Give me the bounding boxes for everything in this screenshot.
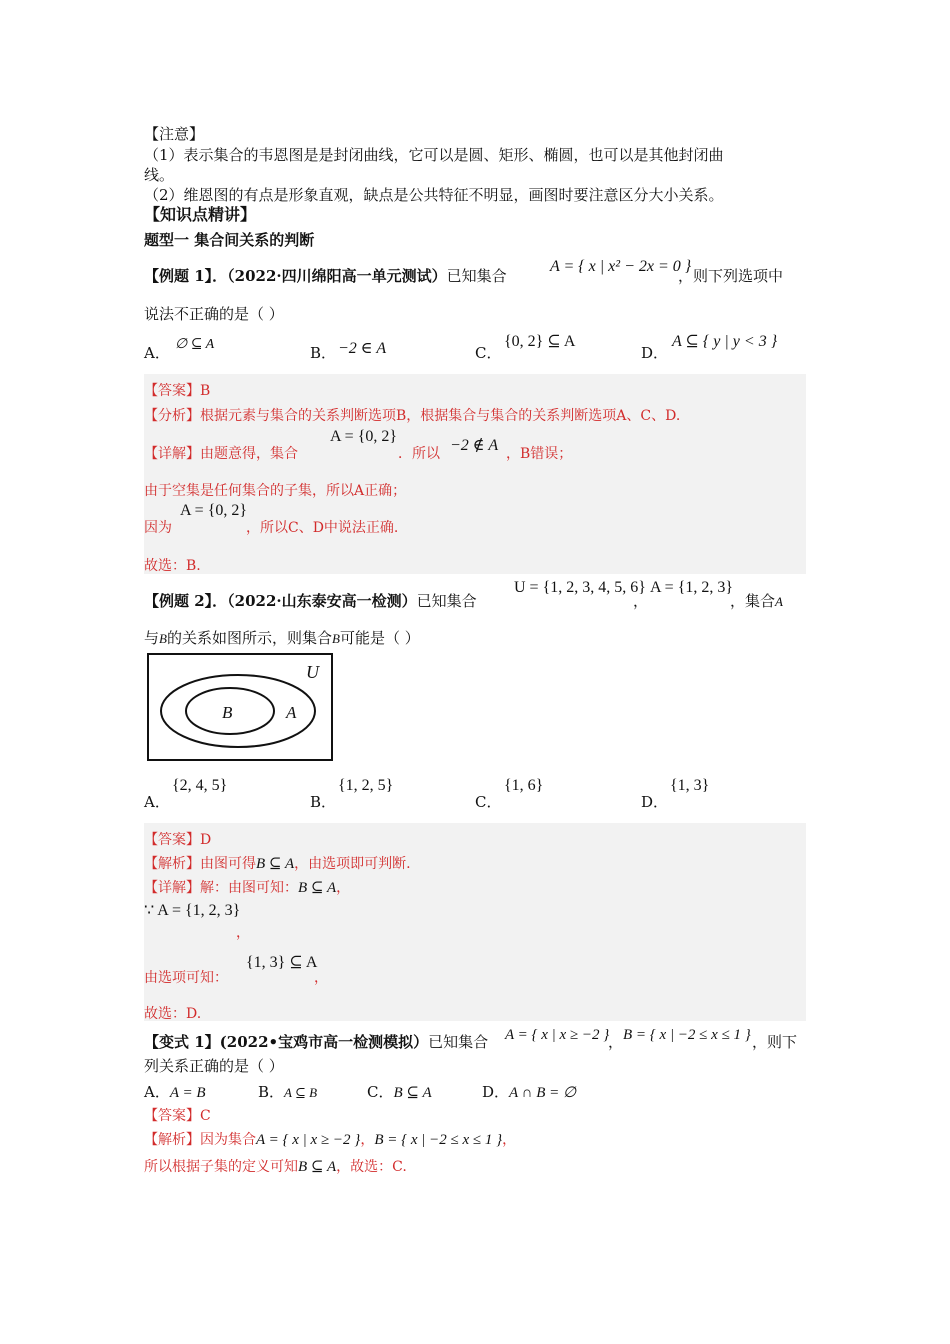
example-2-option-c-expr: {1, 6} xyxy=(504,777,544,794)
example-2-option-d[interactable] xyxy=(641,791,668,812)
example-1-option-c[interactable] xyxy=(475,342,501,363)
variant-1-option-a[interactable] xyxy=(144,1081,206,1102)
analysis-expr: B ⊆ A xyxy=(256,856,295,872)
example-2-option-tail: ， xyxy=(314,970,328,986)
example-1-because-tail: ，所以C、D中说法正确. xyxy=(246,520,399,536)
option-expr: A ∩ B = ∅ xyxy=(509,1085,577,1101)
example-1-set: A = { x | x² − 2x = 0 } xyxy=(550,258,692,275)
analysis-set-b: B = { x | −2 ≤ x ≤ 1 } xyxy=(374,1132,503,1148)
variant-1-set-b: B = { x | −2 ≤ x ≤ 1 } xyxy=(623,1027,751,1043)
option-letter: A． xyxy=(144,1083,170,1101)
example-1-option-b[interactable] xyxy=(310,342,336,363)
example-1-because-set: A = {0, 2} xyxy=(180,502,248,519)
example-1-analysis: 【分析】根据元素与集合的关系判断选项B，根据集合与集合的关系判断选项A、C、D. xyxy=(144,408,681,424)
example-1-option-d[interactable] xyxy=(641,342,668,363)
example-2-comma: ， xyxy=(633,592,649,610)
option-letter: D． xyxy=(641,344,669,362)
example-1-lead: 已知集合 xyxy=(446,267,507,285)
analysis-tail: ， xyxy=(502,1132,517,1148)
example-1-option-d-expr: A ⊆ { y | y < 3 } xyxy=(672,333,778,350)
example-2-line-2 xyxy=(144,628,420,649)
example-1-detail-expr: −2 ∉ A xyxy=(450,437,499,454)
line2-text-a: 与 xyxy=(144,629,160,647)
example-1-conclusion: 故选：B. xyxy=(144,558,201,574)
variant-1-analysis xyxy=(144,1129,516,1149)
example-2-option-b[interactable] xyxy=(310,791,336,812)
detail-expr: B ⊆ A xyxy=(298,880,337,896)
option-letter: D． xyxy=(641,793,669,811)
note-line-1b: 线。 xyxy=(144,166,175,184)
example-2-tail xyxy=(730,591,783,612)
analysis-set-a: A = { x | x ≥ −2 } xyxy=(256,1132,361,1148)
example-1-detail-lead: 【详解】由题意得，集合 xyxy=(144,446,298,462)
detail-tail: ， xyxy=(336,880,351,896)
example-1-answer: 【答案】B xyxy=(144,383,211,399)
variant-1-answer: 【答案】C xyxy=(144,1108,211,1124)
line2-var-b2: B xyxy=(331,631,340,646)
example-1-answer-box xyxy=(144,374,806,574)
option-expr: B ⊆ A xyxy=(393,1085,432,1101)
example-2-option-c[interactable] xyxy=(475,791,501,812)
variant-1-comma: ， xyxy=(608,1033,624,1051)
example-1-tail: ，则下列选项中 xyxy=(678,267,784,285)
option-letter: C． xyxy=(367,1083,394,1101)
example-2-stem xyxy=(144,591,477,611)
example-2-set-u: U = {1, 2, 3, 4, 5, 6} xyxy=(514,579,646,596)
example-1-stem xyxy=(144,266,507,286)
section-heading: 【知识点精讲】 xyxy=(144,205,257,224)
final-tail: ，故选：C. xyxy=(336,1159,407,1175)
example-1-line-2: 说法不正确的是（ ） xyxy=(144,305,284,323)
variant-1-option-c[interactable] xyxy=(367,1081,432,1102)
example-1-detail-tail: ，B错误； xyxy=(506,446,573,462)
example-2-option-d-expr: {1, 3} xyxy=(670,777,710,794)
venn-label-u: U xyxy=(306,662,319,682)
option-letter: C． xyxy=(475,793,502,811)
final-expr: B ⊆ A xyxy=(298,1159,337,1175)
example-2-option-a-expr: {2, 4, 5} xyxy=(172,777,228,794)
example-2-tail-var: A xyxy=(775,594,783,609)
venn-label-a: A xyxy=(286,703,297,722)
example-2-conclusion: 故选：D. xyxy=(144,1006,202,1022)
variant-1-final-line xyxy=(144,1156,407,1176)
example-2-tail-text: ，集合 xyxy=(730,592,776,610)
note-line-1: （1）表示集合的韦恩图是是封闭曲线，它可以是圆、矩形、椭圆，也可以是其他封闭曲 xyxy=(144,146,724,164)
example-2-option-expr: {1, 3} ⊆ A xyxy=(246,954,318,971)
option-letter: B． xyxy=(258,1083,285,1101)
line2-var-b: B xyxy=(159,631,167,646)
example-1-option-a-expr: ∅ ⊆ A xyxy=(175,337,215,352)
variant-1-stem xyxy=(144,1032,488,1052)
option-letter: A． xyxy=(144,344,170,362)
option-letter: B． xyxy=(310,793,337,811)
example-2-option-lead: 由选项可知： xyxy=(144,970,228,986)
example-2-option-a[interactable] xyxy=(144,791,170,812)
option-letter: A． xyxy=(144,793,170,811)
venn-diagram xyxy=(146,652,334,762)
example-2-lead: 已知集合 xyxy=(416,592,477,610)
option-expr: A = B xyxy=(169,1085,206,1101)
note-line-2: （2）维恩图的有点是形象直观，缺点是公共特征不明显，画图时要注意区分大小关系。 xyxy=(144,186,724,204)
example-1-label: 【例题 1】．（2022·四川绵阳高一单元测试） xyxy=(144,267,447,285)
example-2-since-expr: ∵ A = {1, 2, 3} xyxy=(144,902,241,919)
variant-1-tail: ，则下 xyxy=(752,1033,798,1051)
example-2-option-b-expr: {1, 2, 5} xyxy=(338,777,394,794)
variant-1-option-b[interactable] xyxy=(258,1081,317,1102)
example-1-option-a[interactable] xyxy=(144,342,170,363)
example-1-option-b-expr: −2 ∈ A xyxy=(338,340,387,357)
example-2-label: 【例题 2】．（2022·山东泰安高一检测） xyxy=(144,592,417,610)
example-2-since-tail: ， xyxy=(236,925,250,941)
variant-1-line-2: 列关系正确的是（ ） xyxy=(144,1057,284,1075)
detail-lead: 【详解】解：由图可知： xyxy=(144,880,298,896)
example-2-analysis xyxy=(144,853,411,873)
option-letter: C． xyxy=(475,344,502,362)
variant-1-option-d[interactable] xyxy=(482,1081,576,1102)
type-1-heading: 题型一 集合间关系的判断 xyxy=(144,231,315,249)
analysis-comma: ， xyxy=(360,1132,375,1148)
example-1-detail-mid: ．所以 xyxy=(398,446,440,462)
example-1-because-lead: 因为 xyxy=(144,520,172,536)
example-1-detail-set: A = {0, 2} xyxy=(330,428,398,445)
example-2-answer: 【答案】D xyxy=(144,832,212,848)
note-heading: 【注意】 xyxy=(144,125,205,143)
option-letter: D． xyxy=(482,1083,510,1101)
variant-1-set-a: A = { x | x ≥ −2 } xyxy=(505,1027,610,1043)
option-letter: B． xyxy=(310,344,337,362)
example-1-empty-set-line: 由于空集是任何集合的子集，所以A正确； xyxy=(144,483,407,499)
variant-1-lead: 已知集合 xyxy=(428,1033,489,1051)
final-lead: 所以根据子集的定义可知 xyxy=(144,1159,298,1175)
venn-universe-rect xyxy=(148,654,332,760)
analysis-lead: 【解析】因为集合 xyxy=(144,1132,256,1148)
variant-1-label: 【变式 1】(2022•宝鸡市高一检测模拟） xyxy=(144,1033,429,1051)
example-1-option-c-expr: {0, 2} ⊆ A xyxy=(504,333,576,350)
example-2-set-a: A = {1, 2, 3} xyxy=(650,579,734,596)
analysis-lead: 【解析】由图可得 xyxy=(144,856,256,872)
example-2-detail xyxy=(144,877,350,897)
venn-label-b: B xyxy=(222,703,233,722)
analysis-tail: ，由选项即可判断. xyxy=(294,856,411,872)
line2-text-c: 可能是（ ） xyxy=(339,629,420,647)
line2-text-b: 的关系如图所示，则集合 xyxy=(166,629,332,647)
option-expr: A ⊆ B xyxy=(284,1085,318,1100)
